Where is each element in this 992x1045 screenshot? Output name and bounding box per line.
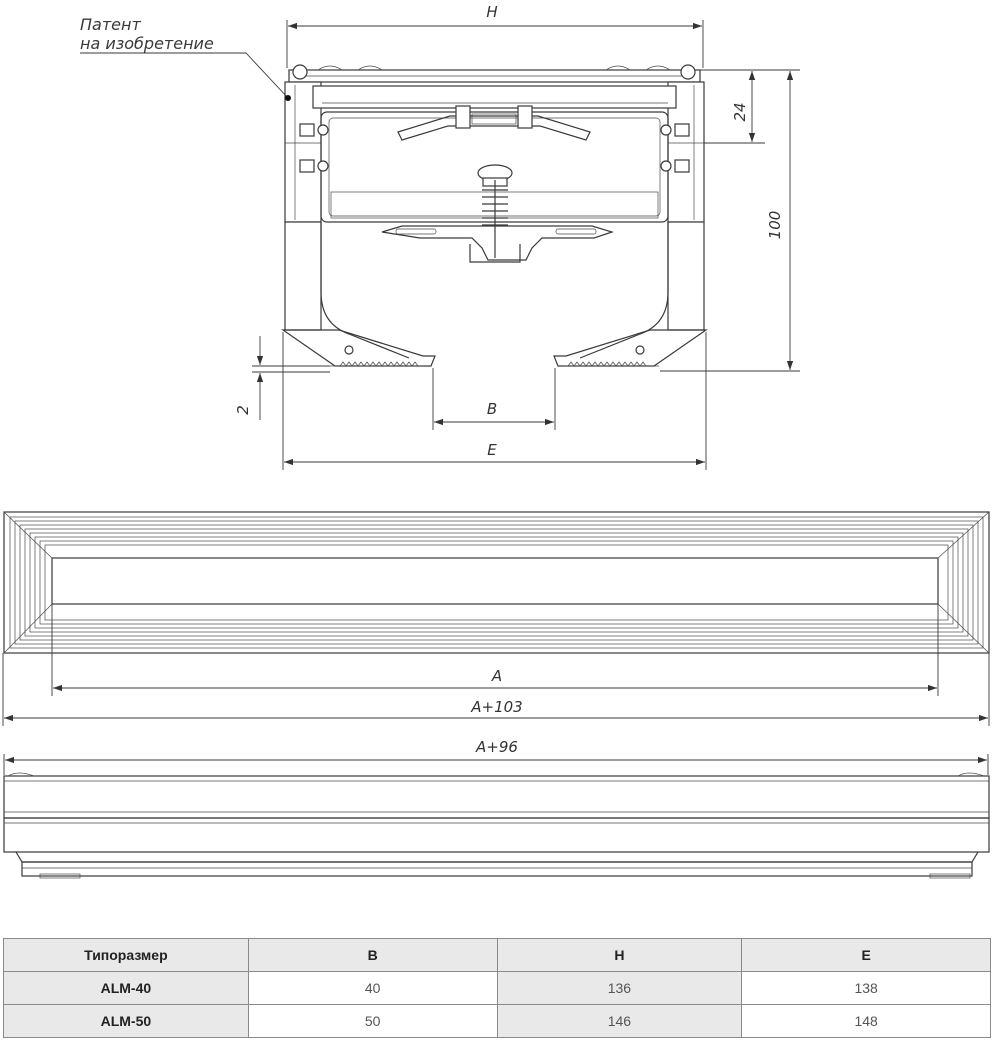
header-H: H (497, 939, 742, 972)
dim-A-label: A (491, 667, 503, 685)
spec-table (3, 938, 991, 1038)
dim-B-label: B (486, 400, 498, 418)
front-dimensions (3, 604, 989, 775)
row-name: ALM-40 (4, 972, 249, 1005)
row-B: 40 (248, 972, 497, 1005)
table-row (4, 1005, 991, 1038)
row-B: 50 (248, 1005, 497, 1038)
front-view (4, 512, 989, 653)
patent-annotation (80, 15, 291, 101)
table-header-row (4, 939, 991, 972)
row-E: 148 (742, 1005, 991, 1038)
dim-A96-label: A+96 (476, 738, 518, 756)
dim-100-label: 100 (766, 210, 784, 240)
patent-label-line2: на изобретение (80, 34, 214, 53)
row-name: ALM-50 (4, 1005, 249, 1038)
header-B: B (248, 939, 497, 972)
row-E: 138 (742, 972, 991, 1005)
table-row (4, 972, 991, 1005)
patent-label-line1: Патент (80, 15, 141, 34)
side-view (4, 773, 989, 878)
dim-24-label: 24 (731, 102, 749, 122)
dim-H-label: H (486, 3, 498, 21)
dim-E-label: E (487, 441, 497, 459)
row-H: 136 (497, 972, 742, 1005)
dim-2-label: 2 (234, 405, 252, 415)
header-size: Типоразмер (4, 939, 249, 972)
row-H: 146 (497, 1005, 742, 1038)
dim-A103-label: A+103 (471, 698, 523, 716)
header-E: E (742, 939, 991, 972)
section-view (283, 65, 706, 366)
